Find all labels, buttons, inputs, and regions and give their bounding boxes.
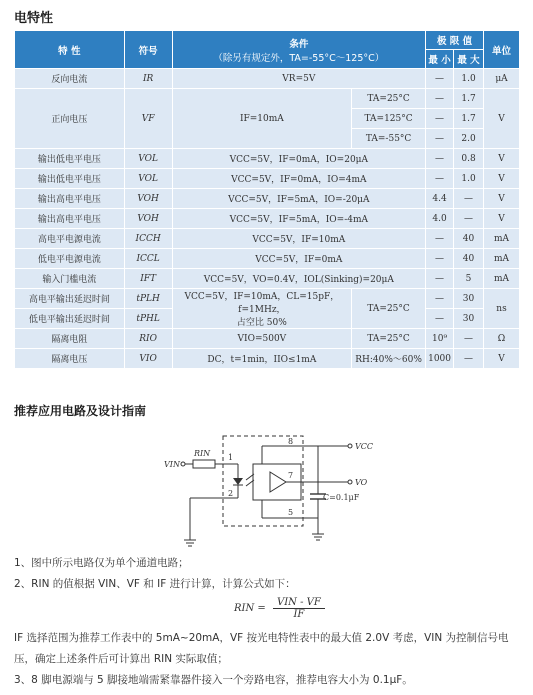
cell-symbol: VIO (124, 349, 172, 369)
cell-item: 输出高电平电压 (15, 209, 125, 229)
cell-unit: ns (484, 289, 520, 329)
note-4: 3、8 脚电源端与 5 脚接地端需紧靠器件接入一个旁路电容，推荐电容大小为 0.1μF。 (14, 674, 413, 686)
cell-item: 低电平电源电流 (15, 249, 125, 269)
label-pin5: 5 (288, 508, 294, 517)
cell-min: — (426, 249, 454, 269)
cell-symbol: ICCL (124, 249, 172, 269)
cell-condition: VIO=500V (172, 329, 352, 349)
cell-max: 30 (454, 309, 484, 329)
cell-max: — (454, 349, 484, 369)
table-row (15, 169, 520, 189)
cell-item: 输出高电平电压 (15, 189, 125, 209)
cell-min: — (426, 229, 454, 249)
cell-max: 40 (454, 249, 484, 269)
cell-item: 低电平输出延迟时间 (15, 309, 125, 329)
table-row (15, 149, 520, 169)
cell-symbol: RIO (124, 329, 172, 349)
led-symbol (233, 478, 243, 485)
table-row (15, 349, 520, 369)
cell-unit: mA (484, 269, 520, 289)
cell-condition: VCC=5V，IF=10mA，CL=15pF，f=1MHz， 占空比 50% (172, 289, 352, 329)
cell-condition: VCC=5V，IF=0mA (172, 249, 425, 269)
electrical-characteristics-table (14, 30, 520, 369)
cell-item: 高电平电源电流 (15, 229, 125, 249)
cell-subcondition: RH:40%～60% (352, 349, 426, 369)
cell-subcondition: TA=25°C (352, 89, 426, 109)
cell-condition: VCC=5V，IF=5mA，IO=-20μA (172, 189, 425, 209)
cell-min: 1000 (426, 349, 454, 369)
cell-symbol: IFT (124, 269, 172, 289)
cell-item: 输出低电平电压 (15, 169, 125, 189)
cell-symbol: ICCH (124, 229, 172, 249)
header-condition: 条件 （除另有规定外，TA=-55°C～125°C） (172, 31, 425, 69)
table-row (15, 229, 520, 249)
cell-min: 4.0 (426, 209, 454, 229)
cell-unit: mA (484, 229, 520, 249)
cell-condition: IF=10mA (172, 89, 352, 149)
cell-unit: mA (484, 249, 520, 269)
cell-max: 2.0 (454, 129, 484, 149)
label-vin: VIN (164, 460, 180, 469)
cell-max: 1.7 (454, 89, 484, 109)
label-pin8: 8 (288, 437, 294, 446)
cell-subcondition: TA=-55°C (352, 129, 426, 149)
cell-max: 5 (454, 269, 484, 289)
cell-unit: V (484, 349, 520, 369)
label-vcc: VCC (355, 442, 374, 451)
cell-min: — (426, 109, 454, 129)
header-min: 最 小 (426, 50, 454, 69)
section-title-application: 推荐应用电路及设计指南 (14, 404, 147, 418)
cell-symbol: tPHL (124, 309, 172, 329)
formula-denominator: IF (293, 609, 305, 620)
cell-min: 10⁹ (426, 329, 454, 349)
cell-max: 40 (454, 229, 484, 249)
table-row (15, 329, 520, 349)
cell-min: — (426, 289, 454, 309)
note-1: 1、图中所示电路仅为单个通道电路； (14, 557, 189, 569)
cell-max: 1.7 (454, 109, 484, 129)
table-row (15, 89, 520, 109)
table-row (15, 189, 520, 209)
cell-condition: VCC=5V，IF=10mA (172, 229, 425, 249)
cell-min: — (426, 169, 454, 189)
cell-max: 1.0 (454, 169, 484, 189)
cell-unit: V (484, 149, 520, 169)
cell-max: 0.8 (454, 149, 484, 169)
cell-unit: V (484, 209, 520, 229)
cell-condition: DC，t=1min，IIO≤1mA (172, 349, 352, 369)
cell-condition: VCC=5V，IF=5mA，IO=-4mA (172, 209, 425, 229)
cell-symbol: VF (124, 89, 172, 149)
note-2: 2、RIN 的值根据 VIN、VF 和 IF 进行计算，计算公式如下： (14, 578, 296, 590)
cell-max: — (454, 209, 484, 229)
formula-numerator: VIN - VF (273, 597, 325, 609)
cell-max: — (454, 189, 484, 209)
section-title-electrical: 电特性 (14, 11, 54, 26)
cell-condition: VCC=5V，IF=0mA，IO=20μA (172, 149, 425, 169)
label-vo: VO (355, 478, 368, 487)
cell-unit: μA (484, 69, 520, 89)
header-max: 最 大 (454, 50, 484, 69)
cell-unit: Ω (484, 329, 520, 349)
cell-item: 隔离电阻 (15, 329, 125, 349)
header-item: 特 性 (15, 31, 125, 69)
table-row (15, 249, 520, 269)
note-3b: 压，确定上述条件后可计算出 RIN 实际取值； (14, 653, 228, 665)
buffer-symbol (270, 472, 286, 492)
label-capacitor: C=0.1μF (323, 493, 360, 502)
cell-subcondition: TA=25°C (352, 289, 426, 329)
label-pin7: 7 (288, 471, 294, 480)
cell-condition: VCC=5V，IF=0mA，IO=4mA (172, 169, 425, 189)
application-circuit-diagram (150, 428, 390, 550)
cell-max: 1.0 (454, 69, 484, 89)
cell-unit: V (484, 169, 520, 189)
cell-condition: VCC=5V，VO=0.4V，IOL(Sinking)=20μA (172, 269, 425, 289)
resistor-rin (193, 460, 215, 468)
cell-symbol: VOL (124, 149, 172, 169)
cell-min: — (426, 309, 454, 329)
cell-max: — (454, 329, 484, 349)
cell-item: 输入门槛电流 (15, 269, 125, 289)
header-limit: 极 限 值 (426, 31, 484, 50)
table-row (15, 289, 520, 309)
header-symbol: 符号 (124, 31, 172, 69)
formula-rin (234, 597, 325, 620)
cell-min: — (426, 269, 454, 289)
header-unit: 单位 (484, 31, 520, 69)
cell-subcondition: TA=125°C (352, 109, 426, 129)
cell-item: 输出低电平电压 (15, 149, 125, 169)
cell-item: 反向电流 (15, 69, 125, 89)
table-row (15, 269, 520, 289)
label-pin2: 2 (228, 489, 234, 498)
cell-symbol: VOH (124, 189, 172, 209)
cell-unit: V (484, 89, 520, 149)
note-3a: IF 选择范围为推荐工作表中的 5mA~20mA，VF 按光电特性表中的最大值 2.0V 考虑，VIN 为控制信号电 (14, 632, 509, 644)
table-row (15, 209, 520, 229)
cell-min: — (426, 149, 454, 169)
cell-min: — (426, 89, 454, 109)
cell-item: 正向电压 (15, 89, 125, 149)
cell-symbol: IR (124, 69, 172, 89)
cell-subcondition: TA=25°C (352, 329, 426, 349)
cell-min: 4.4 (426, 189, 454, 209)
table-row (15, 69, 520, 89)
cell-unit: V (484, 189, 520, 209)
cell-max: 30 (454, 289, 484, 309)
cell-item: 高电平输出延迟时间 (15, 289, 125, 309)
cell-symbol: VOH (124, 209, 172, 229)
formula-lhs: RIN = (234, 603, 266, 614)
cell-condition: VR=5V (172, 69, 425, 89)
cell-symbol: tPLH (124, 289, 172, 309)
cell-symbol: VOL (124, 169, 172, 189)
label-pin1: 1 (228, 453, 234, 462)
label-rin: RIN (194, 449, 211, 458)
cell-item: 隔离电压 (15, 349, 125, 369)
cell-min: — (426, 69, 454, 89)
cell-min: — (426, 129, 454, 149)
